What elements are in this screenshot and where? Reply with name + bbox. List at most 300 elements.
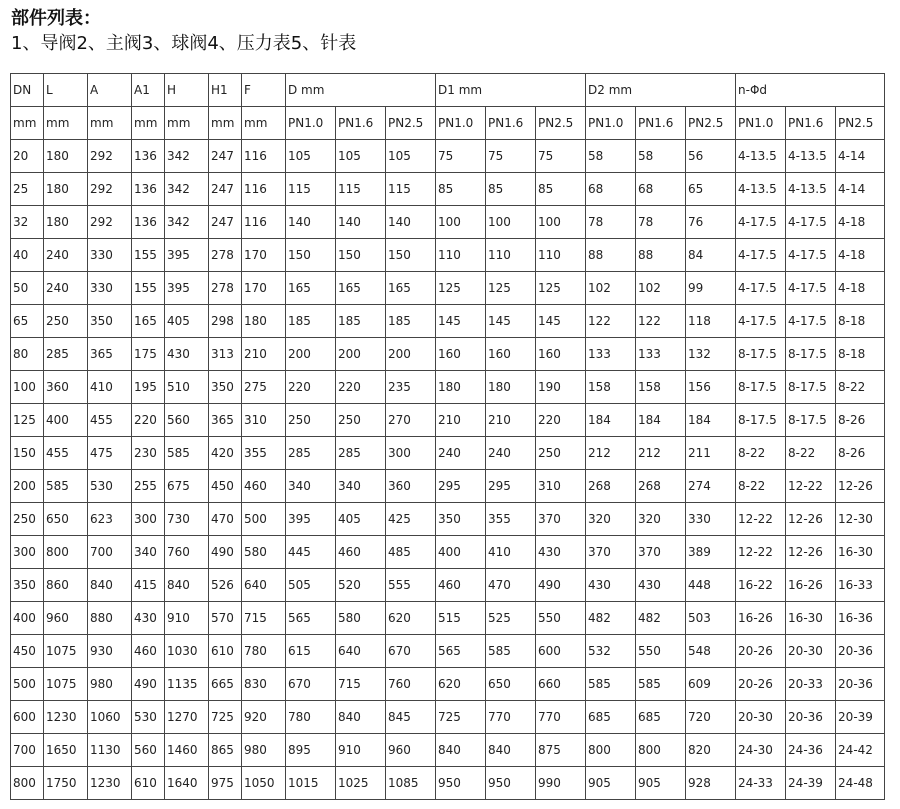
table-cell: 720 bbox=[686, 701, 736, 734]
table-cell: 4-18 bbox=[836, 272, 885, 305]
table-row bbox=[11, 569, 885, 602]
table-cell: 200 bbox=[286, 338, 336, 371]
table-cell: 75 bbox=[486, 140, 536, 173]
table-cell: 520 bbox=[336, 569, 386, 602]
table-cell: 180 bbox=[486, 371, 536, 404]
table-cell: 715 bbox=[336, 668, 386, 701]
table-row bbox=[11, 272, 885, 305]
table-cell: 770 bbox=[486, 701, 536, 734]
table-cell: 24-30 bbox=[736, 734, 786, 767]
table-cell: 1050 bbox=[242, 767, 286, 800]
table-cell: 84 bbox=[686, 239, 736, 272]
table-cell: 395 bbox=[165, 239, 209, 272]
table-cell: 395 bbox=[165, 272, 209, 305]
table-cell: 700 bbox=[11, 734, 44, 767]
table-cell: 340 bbox=[132, 536, 165, 569]
table-row bbox=[11, 734, 885, 767]
table-cell: 4-17.5 bbox=[786, 272, 836, 305]
table-cell: 490 bbox=[536, 569, 586, 602]
table-cell: 8-17.5 bbox=[736, 404, 786, 437]
table-cell: 292 bbox=[88, 206, 132, 239]
table-cell: 370 bbox=[536, 503, 586, 536]
table-cell: 350 bbox=[209, 371, 242, 404]
table-cell: 370 bbox=[586, 536, 636, 569]
table-cell: 330 bbox=[88, 272, 132, 305]
table-cell: 16-33 bbox=[836, 569, 885, 602]
table-cell: 400 bbox=[11, 602, 44, 635]
table-cell: 840 bbox=[165, 569, 209, 602]
table-cell: 990 bbox=[536, 767, 586, 800]
table-cell: 770 bbox=[536, 701, 586, 734]
table-cell: 455 bbox=[44, 437, 88, 470]
table-cell: 482 bbox=[586, 602, 636, 635]
table-cell: 485 bbox=[386, 536, 436, 569]
table-cell: 250 bbox=[11, 503, 44, 536]
table-cell: 500 bbox=[11, 668, 44, 701]
unit-cell: PN1.6 bbox=[786, 107, 836, 140]
table-cell: 200 bbox=[386, 338, 436, 371]
table-cell: 389 bbox=[686, 536, 736, 569]
table-cell: 155 bbox=[132, 272, 165, 305]
table-cell: 211 bbox=[686, 437, 736, 470]
table-cell: 185 bbox=[286, 305, 336, 338]
table-cell: 298 bbox=[209, 305, 242, 338]
table-cell: 12-22 bbox=[736, 536, 786, 569]
table-cell: 8-22 bbox=[736, 437, 786, 470]
table-cell: 115 bbox=[386, 173, 436, 206]
table-cell: 585 bbox=[44, 470, 88, 503]
table-cell: 4-17.5 bbox=[736, 272, 786, 305]
table-cell: 980 bbox=[88, 668, 132, 701]
table-cell: 975 bbox=[209, 767, 242, 800]
table-cell: 1650 bbox=[44, 734, 88, 767]
table-cell: 460 bbox=[336, 536, 386, 569]
table-cell: 65 bbox=[686, 173, 736, 206]
table-cell: 928 bbox=[686, 767, 736, 800]
table-cell: 140 bbox=[286, 206, 336, 239]
table-cell: 430 bbox=[165, 338, 209, 371]
table-cell: 40 bbox=[11, 239, 44, 272]
table-cell: 8-18 bbox=[836, 305, 885, 338]
table-cell: 32 bbox=[11, 206, 44, 239]
table-cell: 20-30 bbox=[786, 635, 836, 668]
table-cell: 510 bbox=[165, 371, 209, 404]
table-cell: 12-26 bbox=[786, 503, 836, 536]
table-cell: 905 bbox=[586, 767, 636, 800]
table-row bbox=[11, 635, 885, 668]
table-cell: 565 bbox=[286, 602, 336, 635]
table-cell: 250 bbox=[336, 404, 386, 437]
table-cell: 180 bbox=[44, 173, 88, 206]
table-cell: 16-26 bbox=[736, 602, 786, 635]
table-cell: 110 bbox=[486, 239, 536, 272]
table-cell: 105 bbox=[386, 140, 436, 173]
table-cell: 110 bbox=[536, 239, 586, 272]
table-cell: 158 bbox=[636, 371, 686, 404]
table-cell: 12-26 bbox=[836, 470, 885, 503]
table-cell: 122 bbox=[586, 305, 636, 338]
table-cell: 150 bbox=[11, 437, 44, 470]
table-cell: 475 bbox=[88, 437, 132, 470]
table-cell: 190 bbox=[536, 371, 586, 404]
table-cell: 210 bbox=[242, 338, 286, 371]
table-cell: 330 bbox=[88, 239, 132, 272]
table-cell: 4-13.5 bbox=[786, 140, 836, 173]
table-row bbox=[11, 140, 885, 173]
table-cell: 4-17.5 bbox=[786, 305, 836, 338]
table-cell: 24-42 bbox=[836, 734, 885, 767]
unit-cell: PN1.6 bbox=[336, 107, 386, 140]
table-cell: 1060 bbox=[88, 701, 132, 734]
table-cell: 4-14 bbox=[836, 140, 885, 173]
table-cell: 550 bbox=[536, 602, 586, 635]
table-cell: 660 bbox=[536, 668, 586, 701]
table-row bbox=[11, 206, 885, 239]
table-cell: 145 bbox=[486, 305, 536, 338]
parts-list-line: 1、导阀2、主阀3、球阀4、压力表5、针表 bbox=[11, 33, 357, 54]
table-cell: 470 bbox=[209, 503, 242, 536]
table-cell: 180 bbox=[436, 371, 486, 404]
table-cell: 116 bbox=[242, 206, 286, 239]
table-cell: 445 bbox=[286, 536, 336, 569]
table-cell: 4-18 bbox=[836, 206, 885, 239]
unit-cell: PN2.5 bbox=[836, 107, 885, 140]
table-cell: 20-36 bbox=[786, 701, 836, 734]
table-cell: 12-22 bbox=[736, 503, 786, 536]
table-cell: 410 bbox=[88, 371, 132, 404]
table-cell: 400 bbox=[436, 536, 486, 569]
table-cell: 100 bbox=[436, 206, 486, 239]
table-cell: 184 bbox=[586, 404, 636, 437]
table-cell: 170 bbox=[242, 272, 286, 305]
table-cell: 235 bbox=[386, 371, 436, 404]
table-cell: 865 bbox=[209, 734, 242, 767]
dimension-table bbox=[10, 73, 885, 800]
table-cell: 184 bbox=[636, 404, 686, 437]
table-cell: 640 bbox=[336, 635, 386, 668]
table-cell: 840 bbox=[486, 734, 536, 767]
table-cell: 65 bbox=[11, 305, 44, 338]
header-cell: D mm bbox=[286, 74, 436, 107]
table-cell: 670 bbox=[286, 668, 336, 701]
table-cell: 500 bbox=[242, 503, 286, 536]
table-cell: 136 bbox=[132, 206, 165, 239]
table-cell: 140 bbox=[386, 206, 436, 239]
table-cell: 425 bbox=[386, 503, 436, 536]
page-title: 部件列表： bbox=[11, 8, 101, 29]
table-cell: 125 bbox=[436, 272, 486, 305]
table-cell: 16-26 bbox=[786, 569, 836, 602]
table-cell: 820 bbox=[686, 734, 736, 767]
table-cell: 4-18 bbox=[836, 239, 885, 272]
table-cell: 110 bbox=[436, 239, 486, 272]
table-row bbox=[11, 536, 885, 569]
table-cell: 8-26 bbox=[836, 437, 885, 470]
table-cell: 342 bbox=[165, 206, 209, 239]
table-cell: 560 bbox=[132, 734, 165, 767]
table-cell: 100 bbox=[486, 206, 536, 239]
table-cell: 300 bbox=[132, 503, 165, 536]
table-cell: 580 bbox=[336, 602, 386, 635]
table-cell: 4-17.5 bbox=[786, 206, 836, 239]
table-row bbox=[11, 437, 885, 470]
table-cell: 145 bbox=[536, 305, 586, 338]
table-cell: 350 bbox=[436, 503, 486, 536]
table-cell: 295 bbox=[486, 470, 536, 503]
table-cell: 340 bbox=[286, 470, 336, 503]
table-cell: 268 bbox=[586, 470, 636, 503]
table-cell: 675 bbox=[165, 470, 209, 503]
table-cell: 548 bbox=[686, 635, 736, 668]
table-cell: 342 bbox=[165, 173, 209, 206]
table-cell: 76 bbox=[686, 206, 736, 239]
table-cell: 640 bbox=[242, 569, 286, 602]
table-cell: 116 bbox=[242, 140, 286, 173]
table-cell: 395 bbox=[286, 503, 336, 536]
table-cell: 840 bbox=[336, 701, 386, 734]
table-cell: 200 bbox=[336, 338, 386, 371]
table-cell: 160 bbox=[436, 338, 486, 371]
table-cell: 1230 bbox=[44, 701, 88, 734]
table-row bbox=[11, 701, 885, 734]
table-cell: 250 bbox=[286, 404, 336, 437]
table-cell: 150 bbox=[336, 239, 386, 272]
table-cell: 780 bbox=[242, 635, 286, 668]
table-cell: 212 bbox=[586, 437, 636, 470]
table-cell: 80 bbox=[11, 338, 44, 371]
table-cell: 255 bbox=[132, 470, 165, 503]
table-cell: 585 bbox=[586, 668, 636, 701]
table-cell: 430 bbox=[132, 602, 165, 635]
table-cell: 132 bbox=[686, 338, 736, 371]
table-cell: 16-30 bbox=[786, 602, 836, 635]
unit-cell: PN2.5 bbox=[536, 107, 586, 140]
table-cell: 105 bbox=[286, 140, 336, 173]
table-cell: 585 bbox=[486, 635, 536, 668]
table-row bbox=[11, 404, 885, 437]
table-cell: 220 bbox=[336, 371, 386, 404]
table-cell: 725 bbox=[209, 701, 242, 734]
table-cell: 210 bbox=[486, 404, 536, 437]
table-cell: 530 bbox=[88, 470, 132, 503]
table-row bbox=[11, 503, 885, 536]
table-unit-row bbox=[11, 107, 885, 140]
table-cell: 310 bbox=[536, 470, 586, 503]
table-cell: 165 bbox=[286, 272, 336, 305]
table-cell: 85 bbox=[536, 173, 586, 206]
unit-cell: mm bbox=[132, 107, 165, 140]
table-cell: 623 bbox=[88, 503, 132, 536]
table-cell: 118 bbox=[686, 305, 736, 338]
table-cell: 800 bbox=[11, 767, 44, 800]
table-cell: 270 bbox=[386, 404, 436, 437]
table-cell: 430 bbox=[636, 569, 686, 602]
table-cell: 420 bbox=[209, 437, 242, 470]
table-cell: 760 bbox=[386, 668, 436, 701]
table-cell: 585 bbox=[636, 668, 686, 701]
table-cell: 448 bbox=[686, 569, 736, 602]
table-cell: 585 bbox=[165, 437, 209, 470]
table-cell: 268 bbox=[636, 470, 686, 503]
table-cell: 530 bbox=[132, 701, 165, 734]
table-cell: 610 bbox=[209, 635, 242, 668]
table-cell: 220 bbox=[536, 404, 586, 437]
table-cell: 1460 bbox=[165, 734, 209, 767]
table-cell: 860 bbox=[44, 569, 88, 602]
table-cell: 360 bbox=[386, 470, 436, 503]
unit-cell: PN1.0 bbox=[436, 107, 486, 140]
header-cell: n-Φd bbox=[736, 74, 885, 107]
table-cell: 285 bbox=[44, 338, 88, 371]
table-cell: 20-39 bbox=[836, 701, 885, 734]
table-cell: 350 bbox=[88, 305, 132, 338]
table-cell: 247 bbox=[209, 173, 242, 206]
table-cell: 980 bbox=[242, 734, 286, 767]
table-cell: 8-22 bbox=[736, 470, 786, 503]
table-cell: 140 bbox=[336, 206, 386, 239]
table-cell: 285 bbox=[286, 437, 336, 470]
table-cell: 102 bbox=[636, 272, 686, 305]
table-cell: 180 bbox=[44, 140, 88, 173]
header-cell: H bbox=[165, 74, 209, 107]
table-cell: 240 bbox=[44, 272, 88, 305]
table-cell: 8-17.5 bbox=[736, 371, 786, 404]
table-cell: 136 bbox=[132, 173, 165, 206]
table-cell: 355 bbox=[486, 503, 536, 536]
table-cell: 490 bbox=[132, 668, 165, 701]
table-cell: 725 bbox=[436, 701, 486, 734]
table-row bbox=[11, 239, 885, 272]
table-cell: 68 bbox=[636, 173, 686, 206]
table-cell: 122 bbox=[636, 305, 686, 338]
table-cell: 24-33 bbox=[736, 767, 786, 800]
header-cell: F bbox=[242, 74, 286, 107]
table-cell: 300 bbox=[11, 536, 44, 569]
table-cell: 12-30 bbox=[836, 503, 885, 536]
table-cell: 1015 bbox=[286, 767, 336, 800]
unit-cell: mm bbox=[88, 107, 132, 140]
table-cell: 99 bbox=[686, 272, 736, 305]
table-cell: 310 bbox=[242, 404, 286, 437]
table-cell: 1135 bbox=[165, 668, 209, 701]
table-cell: 410 bbox=[486, 536, 536, 569]
table-cell: 75 bbox=[536, 140, 586, 173]
table-cell: 278 bbox=[209, 272, 242, 305]
table-cell: 895 bbox=[286, 734, 336, 767]
table-cell: 20-36 bbox=[836, 635, 885, 668]
table-cell: 365 bbox=[88, 338, 132, 371]
table-cell: 910 bbox=[165, 602, 209, 635]
table-cell: 12-26 bbox=[786, 536, 836, 569]
table-cell: 24-36 bbox=[786, 734, 836, 767]
table-cell: 250 bbox=[44, 305, 88, 338]
table-cell: 830 bbox=[242, 668, 286, 701]
unit-cell: mm bbox=[11, 107, 44, 140]
table-cell: 185 bbox=[336, 305, 386, 338]
table-cell: 78 bbox=[586, 206, 636, 239]
table-cell: 250 bbox=[536, 437, 586, 470]
table-cell: 220 bbox=[132, 404, 165, 437]
table-cell: 4-14 bbox=[836, 173, 885, 206]
table-cell: 840 bbox=[436, 734, 486, 767]
table-cell: 503 bbox=[686, 602, 736, 635]
table-cell: 16-22 bbox=[736, 569, 786, 602]
table-cell: 20-36 bbox=[836, 668, 885, 701]
header-cell: H1 bbox=[209, 74, 242, 107]
table-cell: 550 bbox=[636, 635, 686, 668]
table-cell: 68 bbox=[586, 173, 636, 206]
table-cell: 136 bbox=[132, 140, 165, 173]
table-cell: 330 bbox=[686, 503, 736, 536]
table-cell: 230 bbox=[132, 437, 165, 470]
table-cell: 526 bbox=[209, 569, 242, 602]
table-cell: 905 bbox=[636, 767, 686, 800]
table-cell: 100 bbox=[11, 371, 44, 404]
table-cell: 460 bbox=[132, 635, 165, 668]
table-cell: 1640 bbox=[165, 767, 209, 800]
table-cell: 450 bbox=[11, 635, 44, 668]
table-cell: 685 bbox=[636, 701, 686, 734]
table-cell: 609 bbox=[686, 668, 736, 701]
table-cell: 600 bbox=[536, 635, 586, 668]
table-cell: 505 bbox=[286, 569, 336, 602]
table-cell: 4-17.5 bbox=[736, 206, 786, 239]
table-cell: 405 bbox=[165, 305, 209, 338]
table-cell: 845 bbox=[386, 701, 436, 734]
table-cell: 160 bbox=[486, 338, 536, 371]
table-cell: 565 bbox=[436, 635, 486, 668]
table-cell: 800 bbox=[636, 734, 686, 767]
table-cell: 240 bbox=[44, 239, 88, 272]
table-cell: 800 bbox=[44, 536, 88, 569]
table-cell: 8-22 bbox=[836, 371, 885, 404]
table-cell: 195 bbox=[132, 371, 165, 404]
table-row bbox=[11, 470, 885, 503]
table-cell: 125 bbox=[536, 272, 586, 305]
table-cell: 160 bbox=[536, 338, 586, 371]
table-cell: 920 bbox=[242, 701, 286, 734]
table-cell: 650 bbox=[486, 668, 536, 701]
table-cell: 460 bbox=[436, 569, 486, 602]
table-cell: 24-39 bbox=[786, 767, 836, 800]
table-cell: 20-26 bbox=[736, 668, 786, 701]
table-cell: 156 bbox=[686, 371, 736, 404]
table-cell: 555 bbox=[386, 569, 436, 602]
header-cell: D1 mm bbox=[436, 74, 586, 107]
table-cell: 24-48 bbox=[836, 767, 885, 800]
header-cell: A bbox=[88, 74, 132, 107]
unit-cell: mm bbox=[242, 107, 286, 140]
table-cell: 145 bbox=[436, 305, 486, 338]
table-cell: 1075 bbox=[44, 668, 88, 701]
unit-cell: PN1.0 bbox=[736, 107, 786, 140]
table-cell: 515 bbox=[436, 602, 486, 635]
table-cell: 240 bbox=[436, 437, 486, 470]
unit-cell: PN2.5 bbox=[686, 107, 736, 140]
table-cell: 490 bbox=[209, 536, 242, 569]
table-cell: 4-13.5 bbox=[786, 173, 836, 206]
table-cell: 700 bbox=[88, 536, 132, 569]
table-cell: 8-18 bbox=[836, 338, 885, 371]
table-cell: 8-17.5 bbox=[786, 371, 836, 404]
table-cell: 950 bbox=[486, 767, 536, 800]
table-row bbox=[11, 602, 885, 635]
table-row bbox=[11, 371, 885, 404]
table-cell: 175 bbox=[132, 338, 165, 371]
table-cell: 4-13.5 bbox=[736, 140, 786, 173]
table-cell: 133 bbox=[636, 338, 686, 371]
unit-cell: mm bbox=[44, 107, 88, 140]
